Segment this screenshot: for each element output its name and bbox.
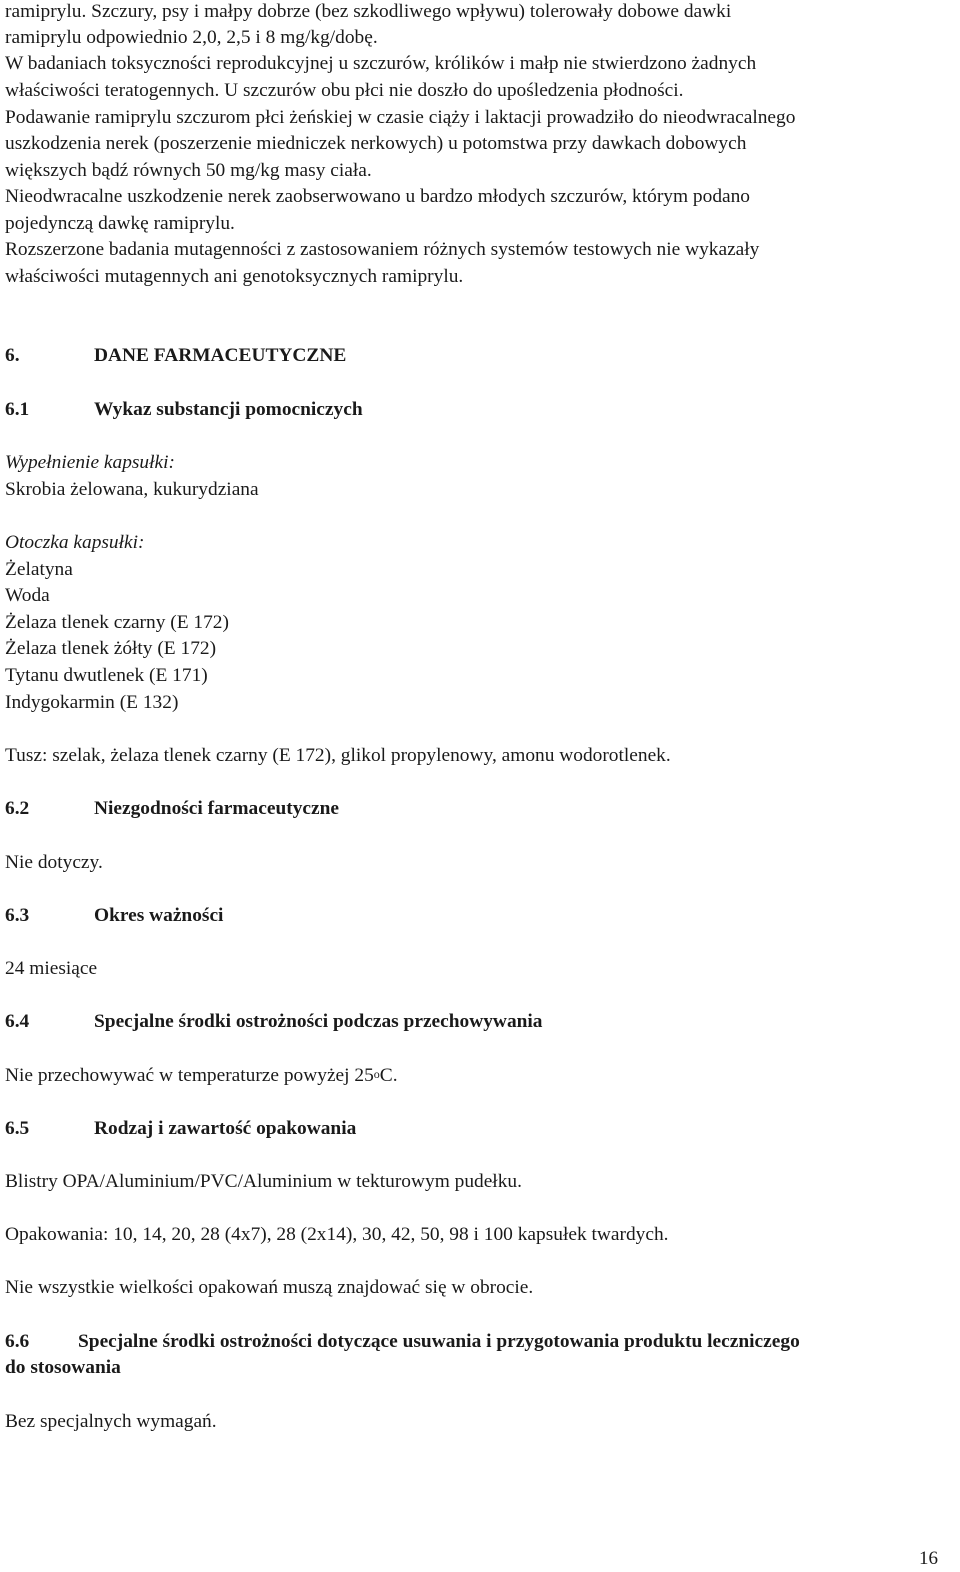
ink-text: Tusz: szelak, żelaza tlenek czarny (E 172), glikol propylenowy, amonu wodorotlenek. [5, 745, 671, 766]
section-number: 6.6 [5, 1331, 30, 1352]
section-title: DANE FARMACEUTYCZNE [94, 345, 347, 366]
intro-line: uszkodzenia nerek (poszerzenie miedniczek nerkowych) u potomstwa przy dawkach dobowych [5, 133, 747, 154]
pack-sizes-text: Opakowania: 10, 14, 20, 28 (4x7), 28 (2x14), 30, 42, 50, 98 i 100 kapsułek twardych. [5, 1224, 669, 1245]
section-number: 6.3 [5, 905, 30, 926]
intro-line: większych bądź równych 50 mg/kg masy ciała. [5, 160, 372, 181]
section-number: 6.1 [5, 399, 30, 420]
storage-text-unit: C. [379, 1065, 398, 1086]
section-title-continued: do stosowania [5, 1357, 121, 1378]
storage-text [5, 1063, 950, 1090]
intro-line: Podawanie ramiprylu szczurom płci żeńskiej w czasie ciąży i laktacji prowadziło do nieodwracalnego [5, 107, 796, 128]
availability-note: Nie wszystkie wielkości opakowań muszą znajdować się w obrocie. [5, 1277, 534, 1298]
intro-line: pojedynczą dawkę ramiprylu. [5, 213, 235, 234]
shell-item: Żelatyna [5, 559, 73, 580]
shell-item: Indygokarmin (E 132) [5, 692, 179, 713]
intro-line: ramiprylu. Szczury, psy i małpy dobrze (bez szkodliwego wpływu) tolerowały dobowe dawki [5, 1, 732, 22]
section-heading-6-3 [5, 903, 950, 930]
section-title: Wykaz substancji pomocniczych [94, 399, 363, 420]
section-number: 6.4 [5, 1011, 30, 1032]
section-heading-6-4 [5, 1009, 950, 1036]
section-title: Okres ważności [94, 905, 224, 926]
intro-line: Rozszerzone badania mutagenności z zastosowaniem różnych systemów testowych nie wykazały [5, 239, 760, 260]
shell-item: Żelaza tlenek żółty (E 172) [5, 638, 217, 659]
storage-text-main: Nie przechowywać w temperaturze powyżej 25 [5, 1065, 374, 1086]
section-title: Specjalne środki ostrożności podczas przechowywania [94, 1011, 543, 1032]
section-heading-6-1 [5, 397, 950, 424]
section-heading-6 [5, 343, 950, 370]
section-text: Bez specjalnych wymagań. [5, 1411, 217, 1432]
section-number: 6.5 [5, 1118, 30, 1139]
intro-line: W badaniach toksyczności reprodukcyjnej u szczurów, królików i małp nie stwierdzono żadnych [5, 53, 757, 74]
section-heading-6-2 [5, 796, 950, 823]
page-number: 16 [919, 1548, 938, 1569]
shell-label: Otoczka kapsułki: [5, 532, 145, 553]
intro-line: właściwości teratogennych. U szczurów obu płci nie doszło do upośledzenia płodności. [5, 80, 684, 101]
shell-item: Tytanu dwutlenek (E 171) [5, 665, 208, 686]
section-number: 6. [5, 345, 20, 366]
section-text: Nie dotyczy. [5, 852, 103, 873]
fill-label: Wypełnienie kapsułki: [5, 452, 175, 473]
section-number: 6.2 [5, 798, 30, 819]
intro-line: ramiprylu odpowiednio 2,0, 2,5 i 8 mg/kg/dobę. [5, 27, 378, 48]
section-title: Rodzaj i zawartość opakowania [94, 1118, 357, 1139]
section-heading-6-6 [5, 1329, 950, 1356]
intro-line: właściwości mutagennych ani genotoksycznych ramiprylu. [5, 266, 464, 287]
fill-value: Skrobia żelowana, kukurydziana [5, 479, 259, 500]
degree-superscript: o [373, 1067, 380, 1081]
shell-item: Woda [5, 585, 50, 606]
section-title: Niezgodności farmaceutyczne [94, 798, 340, 819]
packaging-text: Blistry OPA/Aluminium/PVC/Aluminium w tekturowym pudełku. [5, 1171, 522, 1192]
section-title: Specjalne środki ostrożności dotyczące usuwania i przygotowania produktu leczniczego [78, 1331, 800, 1352]
intro-line: Nieodwracalne uszkodzenie nerek zaobserwowano u bardzo młodych szczurów, którym podano [5, 186, 751, 207]
section-heading-6-5 [5, 1116, 950, 1143]
shell-item: Żelaza tlenek czarny (E 172) [5, 612, 229, 633]
section-text: 24 miesiące [5, 958, 98, 979]
